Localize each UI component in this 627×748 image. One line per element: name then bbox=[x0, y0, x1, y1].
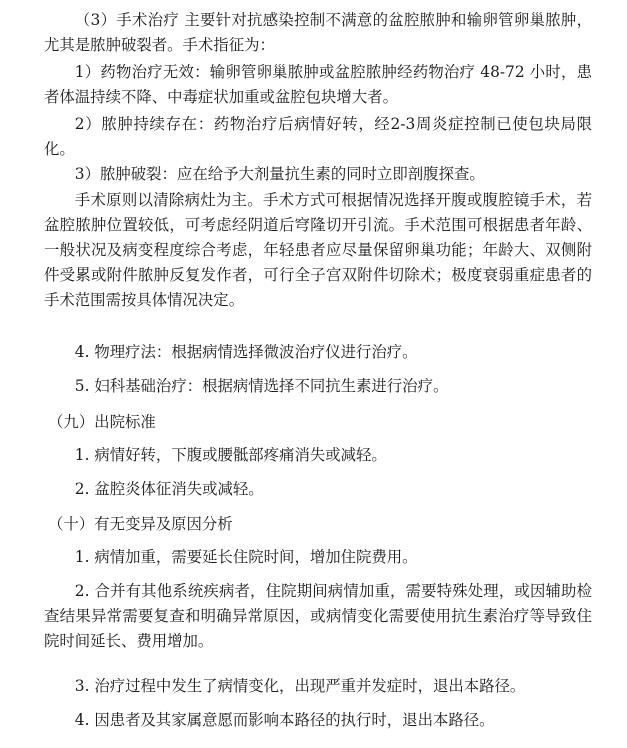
list-item: 3. 治疗过程中发生了病情变化，出现严重并发症时，退出本路径。 bbox=[74, 677, 526, 695]
paragraph-indication-3: 3）脓肿破裂：应在给予大剂量抗生素的同时立即剖腹探查。 bbox=[74, 165, 485, 183]
paragraph-basic-treatment: 5. 妇科基础治疗：根据病情选择不同抗生素进行治疗。 bbox=[74, 377, 449, 395]
list-item: 2. 合并有其他系统疾病者，住院期间病情加重，需要特殊处理，或因辅助检查结果异常需要复查和明确异常原因，或病情变化需要使用抗生素治疗等导致住院时间延长、费用增加。 bbox=[44, 582, 592, 650]
list-item: 1. 病情加重，需要延长住院时间，增加住院费用。 bbox=[74, 548, 418, 566]
paragraph-physical-therapy: 4. 物理疗法：根据病情选择微波治疗仪进行治疗。 bbox=[74, 343, 418, 361]
list-item: 1. 病情好转，下腹或腰骶部疼痛消失或减轻。 bbox=[74, 446, 387, 464]
list-item: 4. 因患者及其家属意愿而影响本路径的执行时，退出本路径。 bbox=[74, 711, 495, 729]
paragraph-surgical-principle: 手术原则以清除病灶为主。手术方式可根据情况选择开腹或腹腔镜手术，若盆腔脓肿位置较低，可考虑经阴道后穹隆切开引流。手术范围可根据患者年龄、一般状况及病变程度综合考虑，年轻患者应尽量保留卵巢功能；年龄大、双侧附件受累或附件脓肿反复发作者，可行全子宫双附件切除术；极度衰弱重症患者的手术范围需按具体情况决定。 bbox=[44, 191, 592, 309]
paragraph-surgical-treatment: （3）手术治疗 主要针对抗感染控制不满意的盆腔脓肿和输卵管卵巢脓肿，尤其是脓肿破裂者。手术指征为： bbox=[44, 11, 592, 54]
paragraph-indication-2: 2）脓肿持续存在：药物治疗后病情好转，经2-3周炎症控制已使包块局限化。 bbox=[44, 115, 592, 158]
section-heading-variation-analysis: （十）有无变异及原因分析 bbox=[48, 515, 233, 533]
paragraph-indication-1: 1）药物治疗无效：输卵管卵巢脓肿或盆腔脓肿经药物治疗 48-72 小时，患者体温持续不降、中毒症状加重或盆腔包块增大者。 bbox=[44, 63, 592, 106]
section-heading-discharge-criteria: （九）出院标准 bbox=[48, 413, 156, 431]
list-item: 2. 盆腔炎体征消失或减轻。 bbox=[74, 480, 264, 498]
